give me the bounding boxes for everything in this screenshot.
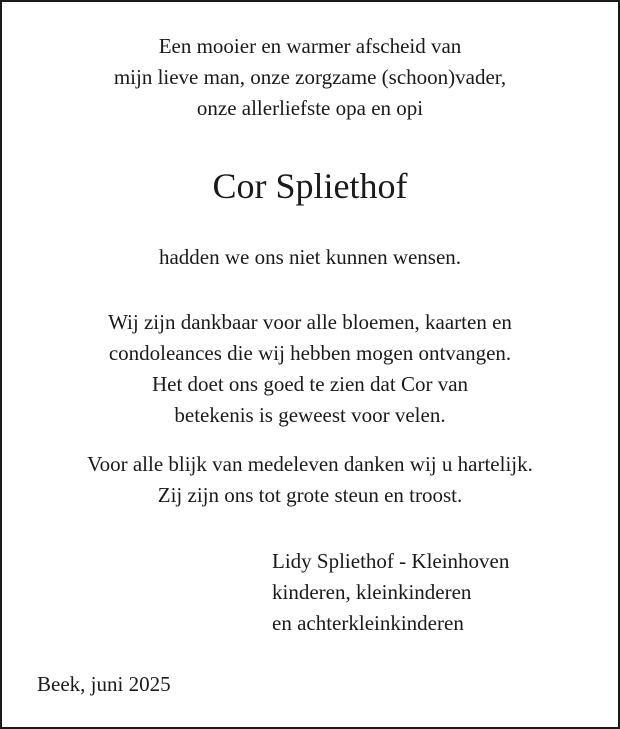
intro-line: mijn lieve man, onze zorgzame (schoon)vader, bbox=[113, 65, 507, 89]
thanks-paragraph bbox=[0, 307, 620, 431]
signature-line: en achterkleinkinderen bbox=[272, 611, 464, 635]
signature-line: Lidy Spliethof - Kleinhoven bbox=[272, 549, 510, 573]
intro-text bbox=[0, 31, 620, 124]
thanks-line: condoleances die wij hebben mogen ontvangen. bbox=[108, 341, 512, 365]
deceased-name: Cor Spliethof bbox=[212, 166, 408, 206]
support-paragraph bbox=[0, 449, 620, 511]
support-line: Zij zijn ons tot grote steun en troost. bbox=[157, 483, 463, 507]
support-line: Voor alle blijk van medeleven danken wij u hartelijk. bbox=[87, 452, 533, 476]
thanks-line: Wij zijn dankbaar voor alle bloemen, kaarten en bbox=[108, 310, 512, 334]
thanks-line: Het doet ons goed te zien dat Cor van bbox=[151, 372, 469, 396]
wish-line: hadden we ons niet kunnen wensen. bbox=[158, 245, 462, 269]
place-date: Beek, juni 2025 bbox=[37, 672, 171, 696]
intro-line: Een mooier en warmer afscheid van bbox=[158, 34, 462, 58]
thanks-line: betekenis is geweest voor velen. bbox=[174, 403, 446, 427]
signature-line: kinderen, kleinkinderen bbox=[272, 580, 472, 604]
family-signature bbox=[272, 546, 509, 639]
intro-line: onze allerliefste opa en opi bbox=[196, 96, 424, 120]
